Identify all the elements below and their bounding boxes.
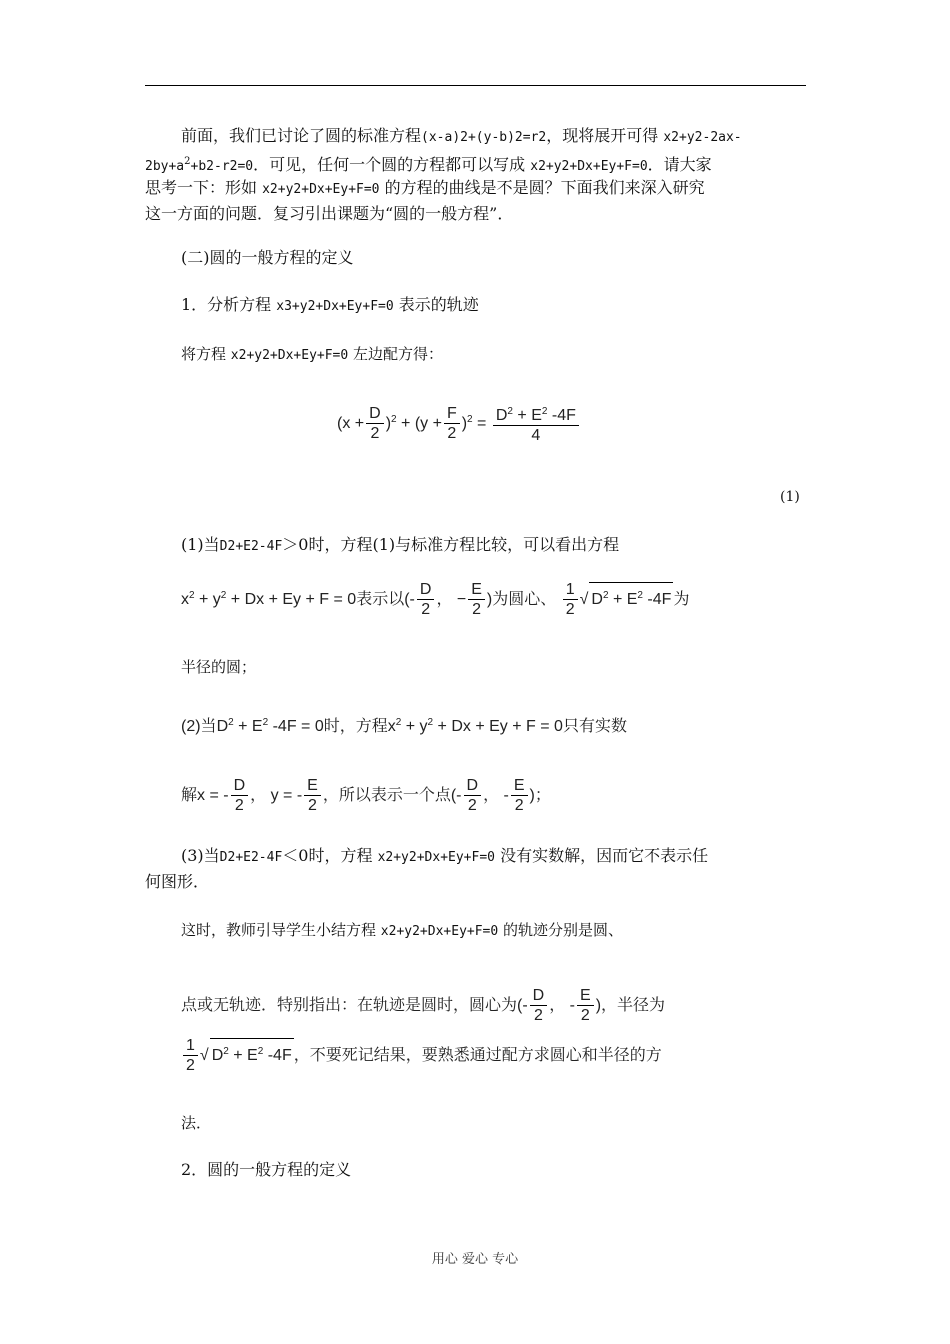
summary-line-2: 点或无轨迹．特别指出：在轨迹是圆时，圆心为(- $\frac{D}{2}$ ， - $\frac{E}{2}$ )，半径为 — [181, 987, 666, 1024]
equation-1: (x + $\frac{D}{2}$ )$^2$ + (y + $\frac{F}{2}$ )$^2$ = $\frac{D^2 + E^2 -4F}{4}$ — [337, 402, 637, 445]
section-title: (二)圆的一般方程的定义 — [181, 248, 354, 267]
intro-line-2: $2by+a^2+b2-r2=0$．可见，任何一个圆的方程都可以写成 x2+y2+Dx+Ey+F=0．请大家 — [145, 155, 712, 174]
intro-line-1: 前面，我们已讨论了圆的标准方程(x-a)2+(y-b)2=r2，现将展开可得 x2+y2-2ax- — [181, 126, 742, 145]
header-rule — [145, 85, 806, 86]
complete-square-intro: 将方程 x2+y2+Dx+Ey+F=0 左边配方得： — [181, 345, 443, 363]
case-1-line-1: (1)当D2+E2-4F＞0时，方程(1)与标准方程比较，可以看出方程 — [181, 535, 620, 554]
case-2-line-1: (2)当$D^2 + E^2$ -4F = 0时，方程$x^2 + y^2 + Dx + Ey + F = 0$只有实数 — [181, 717, 627, 735]
intro-line-4: 这一方面的问题．复习引出课题为“圆的一般方程”． — [145, 204, 514, 223]
summary-line-4: 法． — [181, 1114, 212, 1132]
case-1-line-2: $x^2 + y^2 + Dx + Ey + F = 0$表示以(- $\frac{D}{2}$ ， − $\frac{E}{2}$ )为圆心、 $\frac{1}{2}$ √ $D^2 + E^2$ -4F 为 — [181, 581, 690, 618]
summary-line-1: 这时，教师引导学生小结方程 x2+y2+Dx+Ey+F=0 的轨迹分别是圆、 — [181, 921, 623, 939]
case-3-line-2: 何图形． — [145, 872, 210, 891]
case-3-line-1: (3)当D2+E2-4F＜0时，方程 x2+y2+Dx+Ey+F=0 没有实数解，因而它不表示任 — [181, 846, 709, 865]
page-footer: 用心 爱心 专心 — [431, 1252, 519, 1267]
case-1-line-3: 半径的圆； — [181, 658, 257, 676]
case-2-line-2: 解x = - $\frac{D}{2}$ ， y = - $\frac{E}{2}$ ，所以表示一个点(- $\frac{D}{2}$ ， - $\frac{E}{2}$ )； — [181, 777, 551, 814]
item-1: 1．分析方程 x3+y2+Dx+Ey+F=0 表示的轨迹 — [181, 295, 479, 314]
item-2: 2．圆的一般方程的定义 — [181, 1160, 352, 1179]
intro-line-3: 思考一下：形如 x2+y2+Dx+Ey+F=0 的方程的曲线是不是圆？下面我们来深入研究 — [145, 178, 705, 197]
equation-number: (1) — [780, 489, 800, 505]
summary-line-3: $\frac{1}{2}$ √ $D^2 + E^2$ -4F ，不要死记结果，要熟悉通过配方求圆心和半径的方 — [145, 1036, 842, 1075]
